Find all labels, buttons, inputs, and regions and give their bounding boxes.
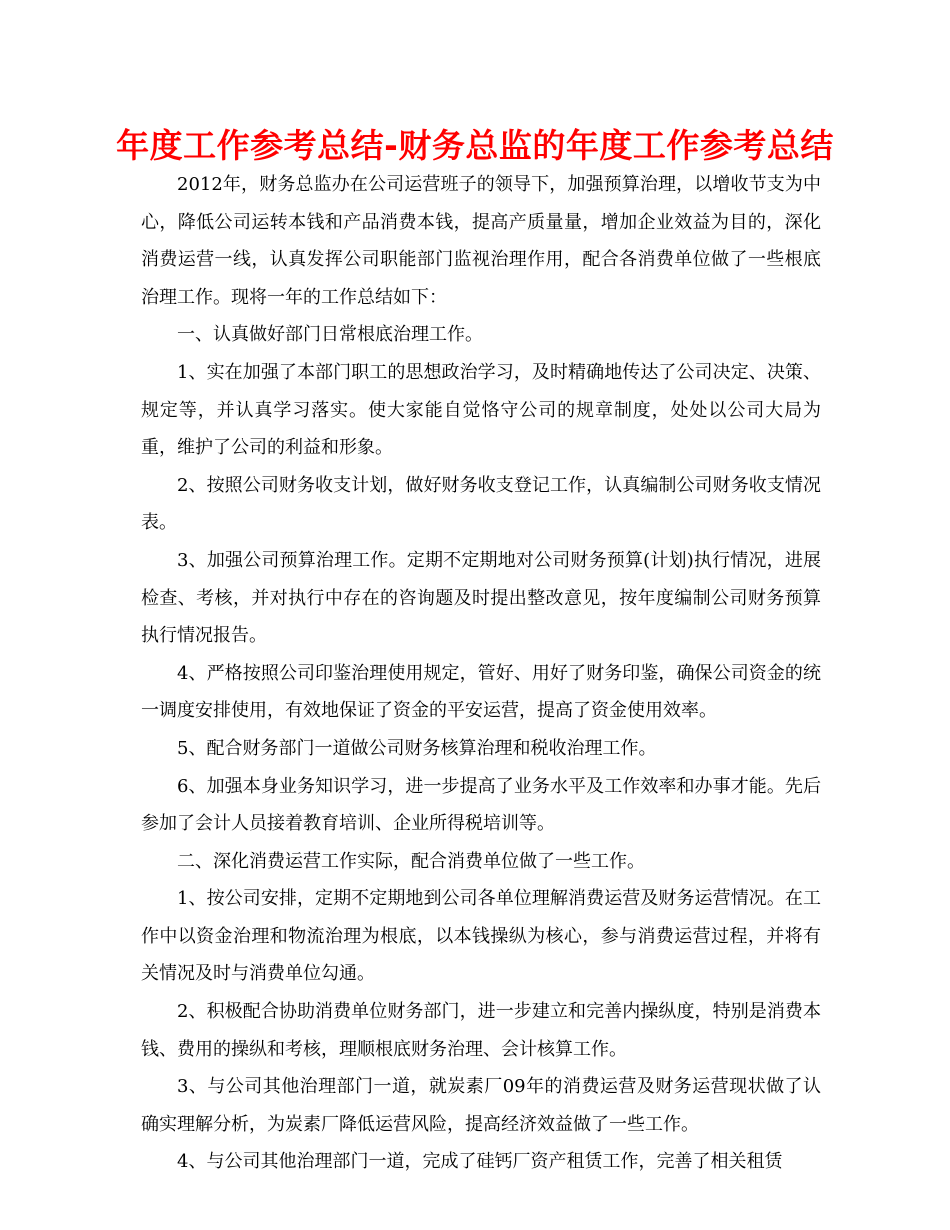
paragraph-2-1: 1、按公司安排，定期不定期地到公司各单位理解消费运营及财务运营情况。在工作中以资金治理和物流治理为根底，以本钱操纵为核心，参与消费运营过程，并将有关情况及时与消费单位勾通。 bbox=[141, 888, 821, 985]
section-heading-2: 二、深化消费运营工作实际，配合消费单位做了一些工作。 bbox=[177, 850, 645, 872]
paragraph-1-5: 5、配合财务部门一道做公司财务核算治理和税收治理工作。 bbox=[177, 737, 657, 759]
paragraph-intro: 2012年，财务总监办在公司运营班子的领导下，加强预算治理，以增收节支为中心，降低公司运转本钱和产品消费本钱，提高产质量量，增加企业效益为目的，深化消费运营一线，认真发挥公司职能部门监视治理作用，配合各消费单位做了一些根底治理工作。现将一年的工作总结如下： bbox=[141, 174, 821, 308]
paragraph-2-2: 2、积极配合协助消费单位财务部门，进一步建立和完善内操纵度，特别是消费本钱、费用的操纵和考核，理顺根底财务治理、会计核算工作。 bbox=[141, 1001, 821, 1060]
section-heading-1: 一、认真做好部门日常根底治理工作。 bbox=[177, 324, 483, 346]
paragraph-1-2: 2、按照公司财务收支计划，做好财务收支登记工作，认真编制公司财务收支情况表。 bbox=[141, 474, 821, 534]
paragraph-1-4: 4、严格按照公司印鉴治理使用规定，管好、用好了财务印鉴，确保公司资金的统一调度安排使用，有效地保证了资金的平安运营，提高了资金使用效率。 bbox=[141, 662, 821, 722]
document-title: 年度工作参考总结-财务总监的年度工作参考总结 bbox=[116, 126, 834, 165]
paragraph-1-6: 6、加强本身业务知识学习，进一步提高了业务水平及工作效率和办事才能。先后参加了会计人员接着教育培训、企业所得税培训等。 bbox=[141, 775, 821, 835]
document-body bbox=[141, 166, 821, 1181]
paragraph-2-4: 4、与公司其他治理部门一道，完成了硅钙厂资产租赁工作，完善了相关租赁 bbox=[177, 1151, 783, 1173]
paragraph-1-1: 1、实在加强了本部门职工的思想政治学习，及时精确地传达了公司决定、决策、规定等，并认真学习落实。使大家能自觉恪守公司的规章制度，处处以公司大局为重，维护了公司的利益和形象。 bbox=[141, 361, 821, 459]
paragraph-2-3: 3、与公司其他治理部门一道，就炭素厂09年的消费运营及财务运营现状做了认确实理解分析，为炭素厂降低运营风险，提高经济效益做了一些工作。 bbox=[141, 1076, 821, 1135]
paragraph-1-3: 3、加强公司预算治理工作。定期不定期地对公司财务预算(计划)执行情况，进展检查、考核，并对执行中存在的咨询题及时提出整改意见，按年度编制公司财务预算执行情况报告。 bbox=[141, 549, 821, 647]
